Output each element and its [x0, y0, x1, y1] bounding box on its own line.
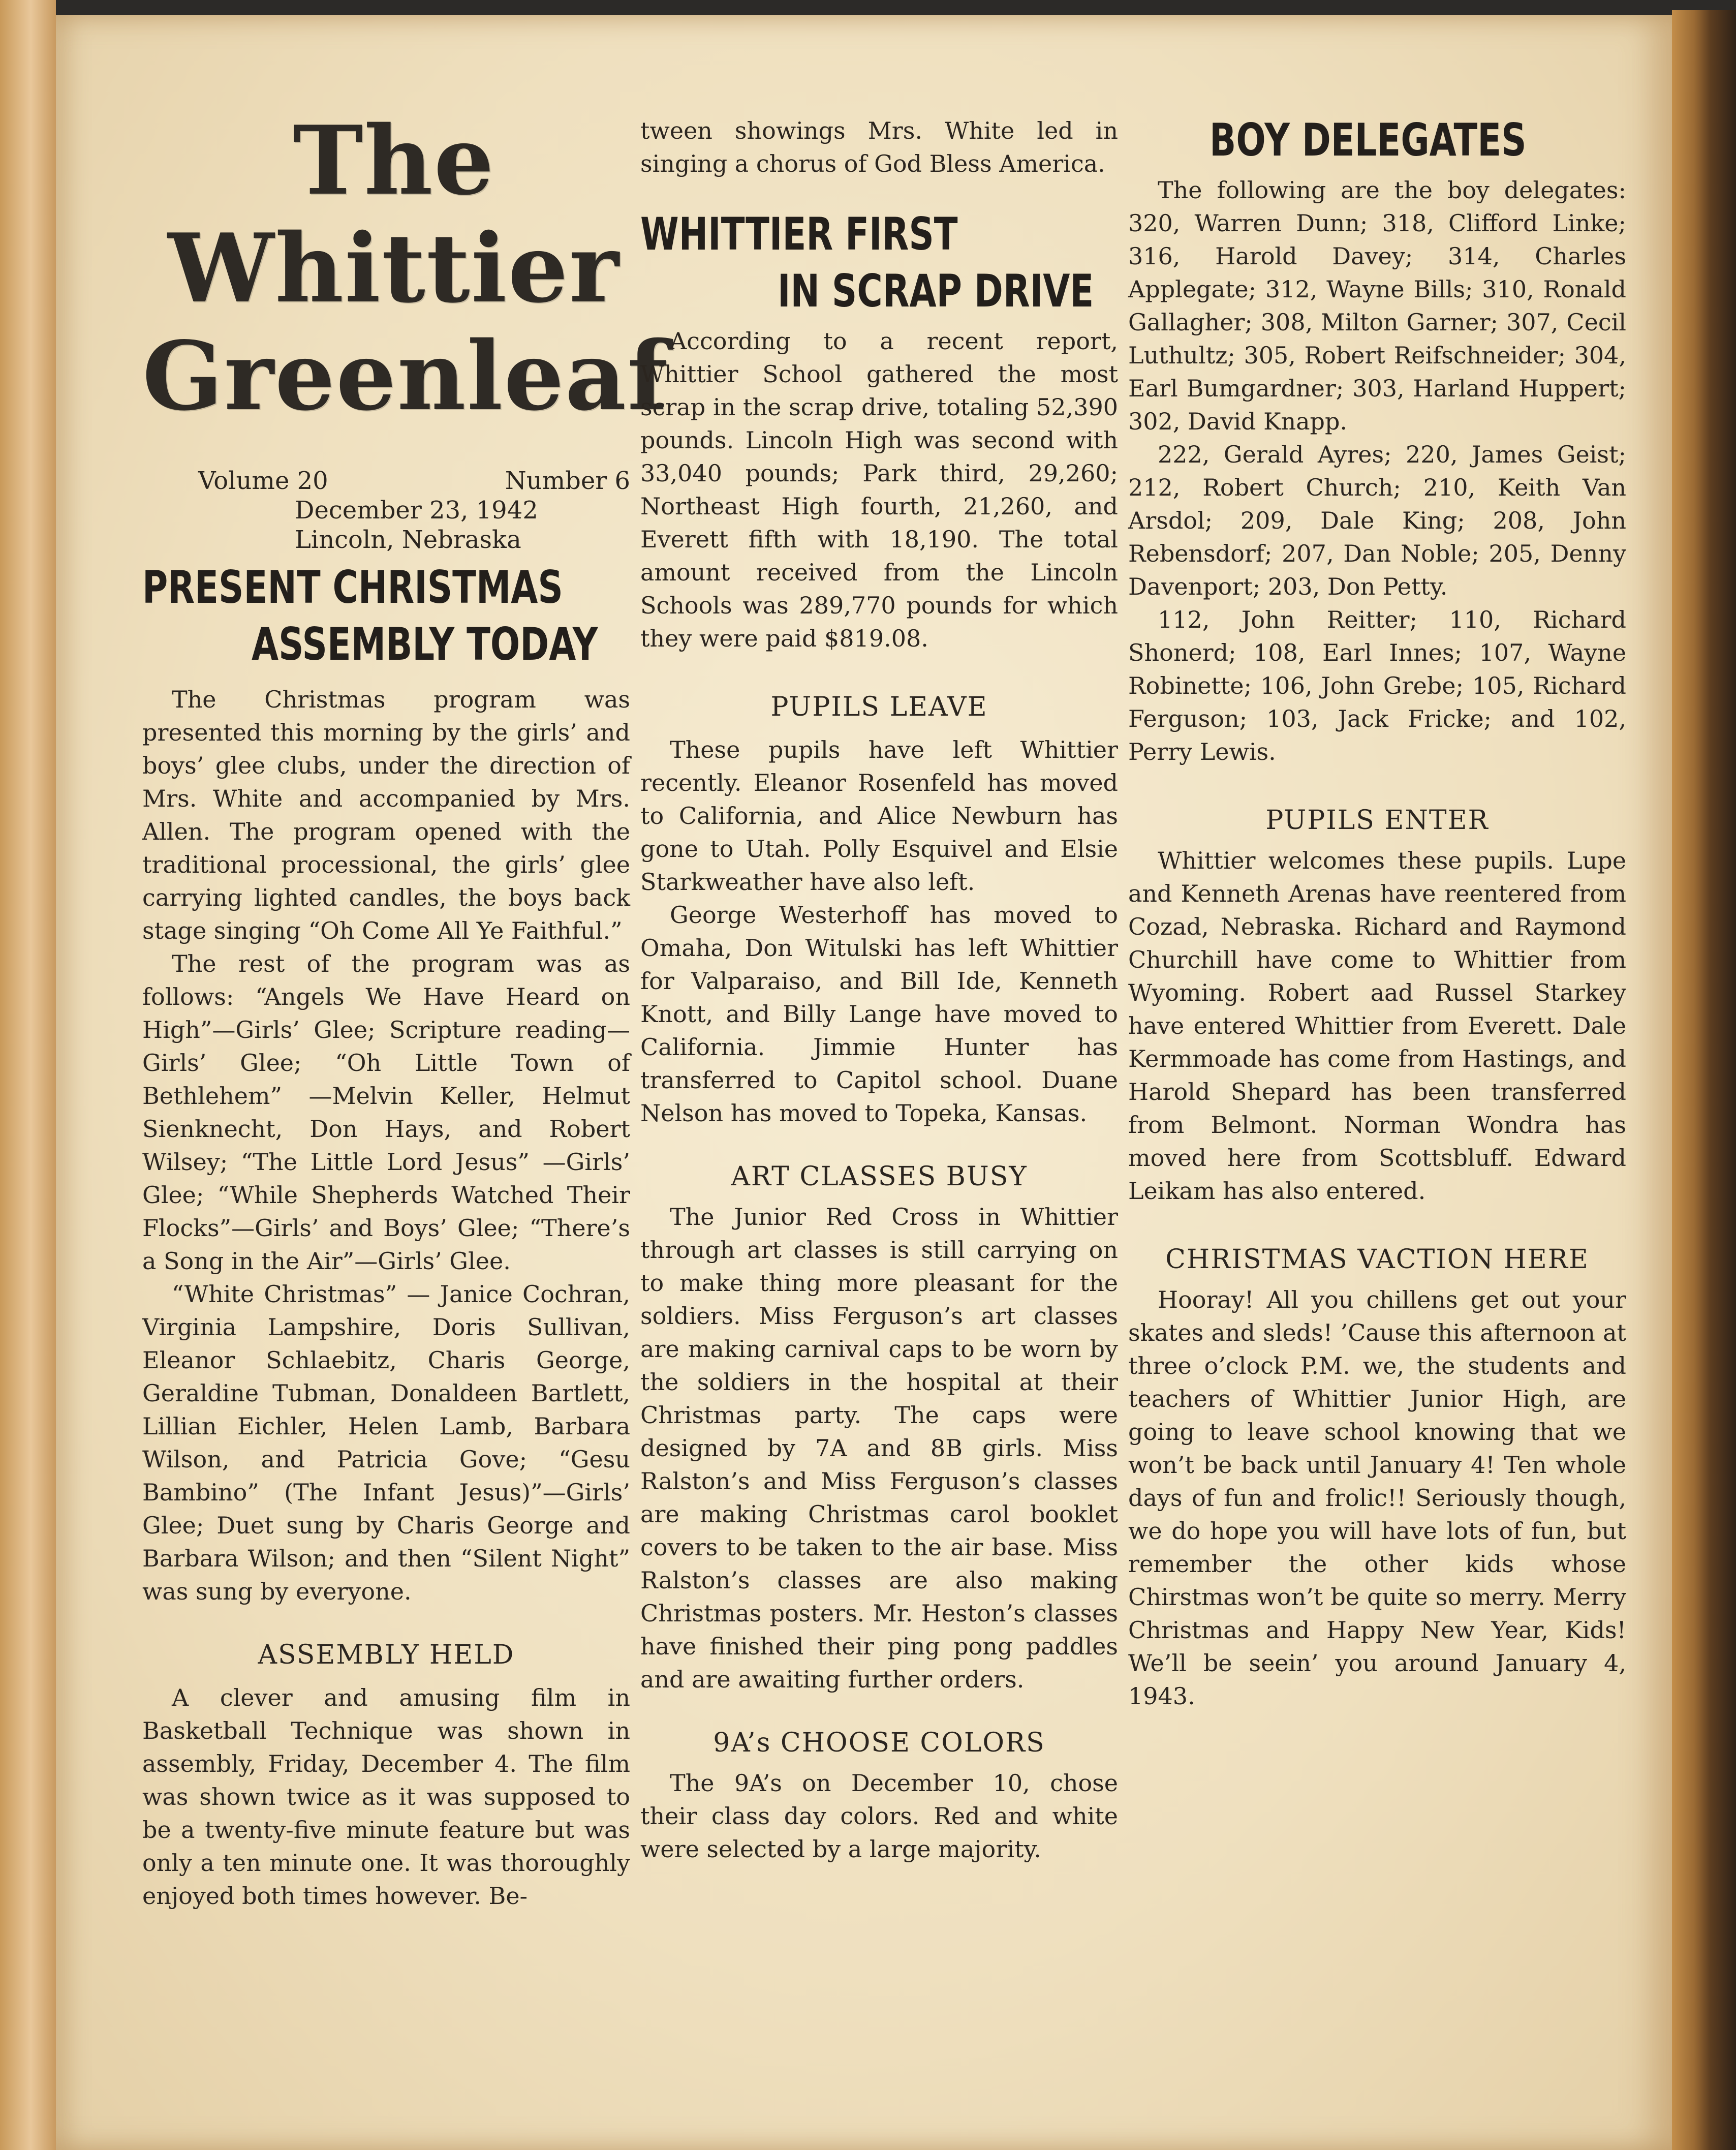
article-assembly-continued: tween showings Mrs. White led in singing a chorus of God Bless America.	[640, 117, 1118, 177]
volume-label: Volume 20	[198, 467, 328, 495]
volume-line	[198, 467, 630, 495]
masthead-line-3: Greenleaf	[142, 320, 669, 432]
article-delegates-p1: The following are the boy delegates: 320, Warren Dunn; 318, Clifford Linke; 316, Harold Davey; 314, Charles Applegate; 312, Wayne Bills; 310, Ronald Gallagher; 308, Milton Garner; 307, Cecil Luthultz; 305, Robert Reifschneider; 304, Earl Bumgardner; 303, Harland Huppert; 302, David Knapp.	[1128, 176, 1626, 435]
article-delegates-p3: 112, John Reitter; 110, Richard Shonerd; 108, Earl Innes; 107, Wayne Robinette; 106, John Grebe; 105, Richard Ferguson; 103, Jack Fricke; and 102, Perry Lewis.	[1128, 606, 1626, 765]
headline-pupils-enter: PUPILS ENTER	[1265, 805, 1489, 836]
column-3	[1128, 112, 1626, 1713]
headline-boy-delegates: BOY DELEGATES	[1210, 114, 1527, 166]
article-scrap-p1: According to a recent report, Whittier School gathered the most scrap in the scrap drive, totaling 52,390 pounds. Lincoln High was second with 33,040 pounds; Park third, 29,260; Northeast High fourth, 21,260, and Everett fifth with 18,190. The total amount received from the Lincoln Schools was 289,770 pounds for which they were paid $819.08.	[640, 327, 1118, 652]
binding-spine	[0, 0, 56, 2150]
headline-scrap-drive-1: WHITTIER FIRST	[640, 208, 958, 260]
article-leave-p1: These pupils have left Whittier recently. Eleanor Rosenfeld has moved to California, and Alice Newburn has gone to Utah. Polly Esquivel and Elsie Starkweather have also left.	[640, 736, 1118, 896]
article-christmas-p1: The Christmas program was presented this morning by the girls’ and boys’ glee clubs, under the direction of Mrs. White and accompanied by Mrs. Allen. The program opened with the traditional processional, the girls’ glee carrying lighted candles, the boys back stage singing “Oh Come All Ye Faithful.”	[142, 686, 630, 944]
article-christmas-p3: “White Christmas” — Janice Cochran, Virginia Lampshire, Doris Sullivan, Eleanor Schlaebitz, Charis George, Geraldine Tubman, Donaldeen Bartlett, Lillian Eichler, Helen Lamb, Barbara Wilson, and Patricia Gove; “Gesu Bambino” (The Infant Jesus)”—Girls’ Glee; Duet sung by Charis George and Barbara Wilson; and then “Silent Night” was sung by everyone.	[142, 1280, 630, 1605]
column-2	[640, 114, 1118, 1866]
headline-pupils-leave: PUPILS LEAVE	[770, 692, 988, 722]
column-1	[142, 559, 630, 1913]
masthead-line-2: Whittier	[168, 212, 620, 324]
headline-christmas-assembly-2: ASSEMBLY TODAY	[252, 618, 598, 670]
masthead-line-1: The	[293, 105, 495, 216]
article-assembly-p1: A clever and amusing film in Basketball Technique was shown in assembly, Friday, December 4. The film was shown twice as it was supposed to be a twenty-five minute feature but was only a ten minute one. It was thoroughly enjoyed both times however. Be-	[142, 1684, 630, 1910]
article-colors-p1: The 9A’s on December 10, chose their class day colors. Red and white were selected by a large majority.	[640, 1769, 1118, 1863]
headline-choose-colors: 9A’s CHOOSE COLORS	[713, 1728, 1045, 1758]
number-label: Number 6	[505, 467, 630, 495]
headline-christmas-vacation: CHRISTMAS VACTION HERE	[1165, 1244, 1589, 1275]
article-art-p1: The Junior Red Cross in Whittier through art classes is still carrying on to make thing more pleasant for the soldiers. Miss Ferguson’s art classes are making carnival caps to be worn by the soldiers in the hospital at their Christmas party. The caps were designed by 7A and 8B girls. Miss Ralston’s and Miss Ferguson’s classes are making Christmas carol booklet covers to be taken to the air base. Miss Ralston’s classes are also making Christmas posters. Mr. Heston’s classes have finished their ping pong paddles and are awaiting further orders.	[640, 1203, 1118, 1693]
masthead-title	[142, 105, 669, 432]
article-vacation-p1: Hooray! All you chillens get out your skates and sleds! ’Cause this afternoon at three o’clock P.M. we, the students and teachers of Whittier Junior High, are going to leave school knowing that we won’t be back until January 4! Ten whole days of fun and frolic!! Seriously though, we do hope you will have lots of fun, but remember the other kids whose Chirstmas won’t be quite so merry. Merry Christmas and Happy New Year, Kids! We’ll be seein’ you around January 4, 1943.	[1128, 1286, 1626, 1710]
page-edge	[1672, 10, 1736, 2150]
article-leave-p2: George Westerhoff has moved to Omaha, Don Witulski has left Whittier for Valparaiso, and Bill Ide, Kenneth Knott, and Billy Lange have moved to California. Jimmie Hunter has transferred to Capitol school. Duane Nelson has moved to Topeka, Kansas.	[640, 901, 1118, 1127]
article-delegates-p2: 222, Gerald Ayres; 220, James Geist; 212, Robert Church; 210, Keith Van Arsdol; 209, Dale King; 208, John Rebensdorf; 207, Dan Noble; 205, Denny Davenport; 203, Don Petty.	[1128, 441, 1626, 600]
headline-scrap-drive-2: IN SCRAP DRIVE	[778, 265, 1094, 317]
newspaper-page	[56, 15, 1672, 2150]
headline-christmas-assembly-1: PRESENT CHRISTMAS	[142, 561, 563, 613]
headline-assembly-held: ASSEMBLY HELD	[258, 1640, 515, 1670]
issue-date: December 23, 1942	[295, 496, 538, 525]
article-enter-p1: Whittier welcomes these pupils. Lupe and Kenneth Arenas have reentered from Cozad, Nebraska. Richard and Raymond Churchill have come to Whittier from Wyoming. Robert aad Russel Starkey have entered Whittier from Everett. Dale Kermmoade has come from Hastings, and Harold Shepard has been transferred from Belmont. Norman Wondra has moved here from Scottsbluff. Edward Leikam has also entered.	[1128, 847, 1626, 1205]
headline-art-classes: ART CLASSES BUSY	[731, 1161, 1028, 1192]
article-christmas-p2: The rest of the program was as follows: “Angels We Have Heard on High”—Girls’ Glee; Scripture reading—Girls’ Glee; “Oh Little Town of Bethlehem” —Melvin Keller, Helmut Sienknecht, Don Hays, and Robert Wilsey; “The Little Lord Jesus” —Girls’ Glee; “While Shepherds Watched Their Flocks”—Girls’ and Boys’ Glee; “There’s a Song in the Air”—Girls’ Glee.	[142, 950, 630, 1275]
issue-place: Lincoln, Nebraska	[295, 526, 521, 554]
